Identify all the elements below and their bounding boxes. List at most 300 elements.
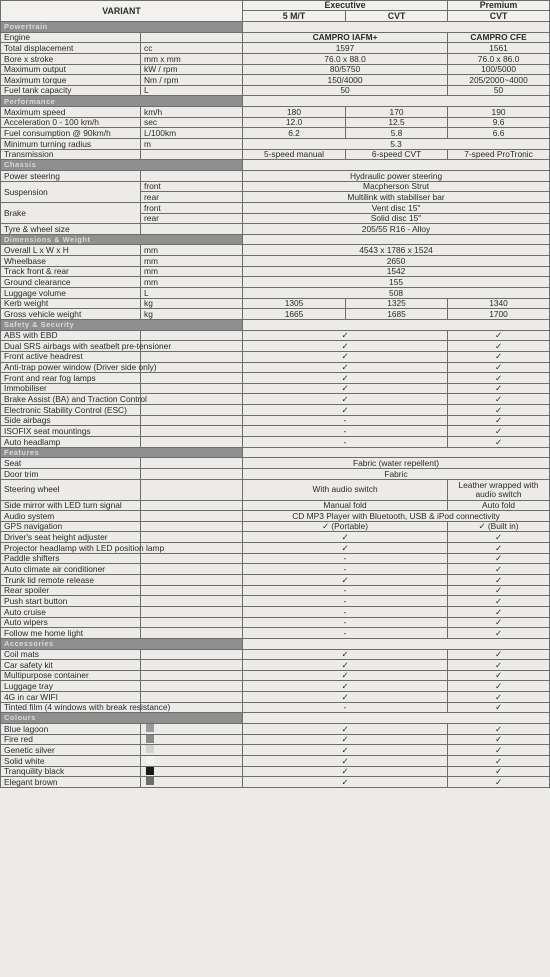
spec-row bbox=[1, 617, 550, 628]
row-unit: L bbox=[141, 288, 243, 299]
spec-row bbox=[1, 564, 550, 575]
value-premium: ✓ bbox=[448, 681, 550, 692]
spec-row bbox=[1, 436, 550, 447]
row-label bbox=[1, 128, 141, 139]
premium-header: Premium bbox=[448, 1, 550, 11]
value-premium: ✓ bbox=[448, 585, 550, 596]
value-premium: 205/2000~4000 bbox=[448, 75, 550, 86]
row-label-text: Front active headrest bbox=[4, 351, 83, 362]
row-unit: kg bbox=[141, 298, 243, 309]
row-label bbox=[1, 75, 141, 86]
row-label-text: Audio system bbox=[4, 510, 55, 521]
value-all-variants: 2650 bbox=[243, 256, 550, 267]
row-label: Brake bbox=[1, 202, 141, 223]
row-unit: km/h bbox=[141, 107, 243, 118]
section-header bbox=[1, 447, 550, 458]
row-label bbox=[1, 351, 141, 362]
row-label bbox=[1, 724, 141, 735]
row-unit: mm bbox=[141, 277, 243, 288]
colour-swatch bbox=[146, 777, 154, 785]
row-unit bbox=[141, 394, 243, 405]
value-premium: ✓ bbox=[448, 330, 550, 341]
row-unit: kg bbox=[141, 309, 243, 320]
spec-row bbox=[1, 596, 550, 607]
row-label-text: Blue lagoon bbox=[4, 723, 49, 734]
value-executive: ✓ bbox=[243, 362, 448, 373]
spec-row bbox=[1, 511, 550, 522]
spec-row bbox=[1, 426, 550, 437]
spec-row bbox=[1, 107, 550, 118]
value-executive-cvt: 1325 bbox=[346, 298, 448, 309]
colour-swatch bbox=[146, 745, 154, 753]
value-premium: ✓ bbox=[448, 532, 550, 543]
row-label-text: Trunk lid remote release bbox=[4, 574, 94, 585]
row-label bbox=[1, 681, 141, 692]
value-premium: ✓ bbox=[448, 564, 550, 575]
row-unit bbox=[141, 351, 243, 362]
spec-row bbox=[1, 53, 550, 64]
row-label-text: Fuel consumption @ 90km/h bbox=[4, 128, 111, 139]
value-premium: ✓ bbox=[448, 649, 550, 660]
spec-row bbox=[1, 766, 550, 777]
row-label bbox=[1, 405, 141, 416]
row-unit bbox=[141, 670, 243, 681]
value-premium: 190 bbox=[448, 107, 550, 118]
value-executive: - bbox=[243, 553, 448, 564]
row-unit bbox=[141, 681, 243, 692]
spec-row bbox=[1, 468, 550, 479]
row-label bbox=[1, 383, 141, 394]
row-sub-label: front bbox=[141, 181, 243, 192]
value-premium: Auto fold bbox=[448, 500, 550, 511]
row-label bbox=[1, 532, 141, 543]
row-unit bbox=[141, 564, 243, 575]
value-all-variants: 1542 bbox=[243, 266, 550, 277]
spec-row bbox=[1, 606, 550, 617]
row-label-text: Luggage tray bbox=[4, 681, 53, 692]
section-title: Chassis bbox=[1, 160, 243, 171]
spec-row bbox=[1, 500, 550, 511]
row-unit: sec bbox=[141, 117, 243, 128]
section-title: Safety & Security bbox=[1, 319, 243, 330]
colour-swatch bbox=[146, 724, 154, 732]
row-unit: m bbox=[141, 139, 243, 150]
row-label bbox=[1, 224, 141, 235]
value-premium: ✓ bbox=[448, 660, 550, 671]
row-unit bbox=[141, 532, 243, 543]
value-premium: ✓ bbox=[448, 415, 550, 426]
value-executive: ✓ bbox=[243, 745, 448, 756]
row-unit bbox=[141, 617, 243, 628]
value-executive: ✓ bbox=[243, 766, 448, 777]
row-unit bbox=[141, 596, 243, 607]
row-label bbox=[1, 245, 141, 256]
spec-row bbox=[1, 139, 550, 150]
value-executive-mt: 6.2 bbox=[243, 128, 346, 139]
row-sub-label: front bbox=[141, 202, 243, 213]
row-label bbox=[1, 117, 141, 128]
row-label-text: Solid white bbox=[4, 755, 45, 766]
row-label-text: Brake Assist (BA) and Traction Control bbox=[4, 394, 147, 405]
row-label-text: Coil mats bbox=[4, 649, 39, 660]
colour-swatch-cell bbox=[141, 734, 243, 745]
row-unit bbox=[141, 660, 243, 671]
row-label-text: Auto cruise bbox=[4, 606, 46, 617]
row-label bbox=[1, 702, 171, 713]
value-premium: ✓ bbox=[448, 777, 550, 788]
spec-row bbox=[1, 351, 550, 362]
value-premium: ✓ bbox=[448, 383, 550, 394]
value-executive: - bbox=[243, 564, 448, 575]
value-premium: 1561 bbox=[448, 43, 550, 54]
row-unit bbox=[141, 606, 243, 617]
spec-row bbox=[1, 649, 550, 660]
row-unit bbox=[141, 500, 243, 511]
spec-row bbox=[1, 32, 550, 43]
section-header bbox=[1, 638, 550, 649]
row-label-text: Rear spoiler bbox=[4, 585, 50, 596]
value-executive: ✓ bbox=[243, 777, 448, 788]
row-label-text: Overall L x W x H bbox=[4, 245, 69, 256]
row-unit bbox=[141, 170, 243, 181]
value-executive: 50 bbox=[243, 85, 448, 96]
row-unit: L/100km bbox=[141, 128, 243, 139]
row-label-text: Projector headlamp with LED position lamp bbox=[4, 542, 165, 553]
row-label-text: Maximum output bbox=[4, 64, 66, 75]
row-label bbox=[1, 766, 141, 777]
spec-row bbox=[1, 575, 550, 586]
row-label bbox=[1, 53, 141, 64]
row-label-text: Driver's seat height adjuster bbox=[4, 532, 108, 543]
spec-row bbox=[1, 202, 550, 213]
header-row-1 bbox=[1, 1, 550, 11]
colour-swatch bbox=[146, 767, 154, 775]
spec-row bbox=[1, 341, 550, 352]
row-label bbox=[1, 139, 141, 150]
row-unit bbox=[141, 521, 243, 532]
value-premium: Leather wrapped with audio switch bbox=[448, 479, 550, 500]
section-spacer bbox=[243, 22, 550, 33]
row-label-text: Maximum speed bbox=[4, 106, 66, 117]
row-label bbox=[1, 43, 141, 54]
spec-row bbox=[1, 309, 550, 320]
row-label bbox=[1, 373, 141, 384]
spec-row bbox=[1, 755, 550, 766]
spec-row bbox=[1, 458, 550, 469]
spec-row bbox=[1, 149, 550, 160]
value-premium: ✓ bbox=[448, 702, 550, 713]
value-executive: 1597 bbox=[243, 43, 448, 54]
row-label bbox=[1, 468, 141, 479]
row-label bbox=[1, 596, 141, 607]
value-executive: ✓ bbox=[243, 405, 448, 416]
section-header bbox=[1, 160, 550, 171]
value-premium: ✓ bbox=[448, 766, 550, 777]
value-executive: ✓ bbox=[243, 724, 448, 735]
row-label bbox=[1, 394, 147, 405]
row-label bbox=[1, 32, 141, 43]
row-label-text: Follow me home light bbox=[4, 627, 84, 638]
row-label bbox=[1, 415, 141, 426]
row-label-text: Immobiliser bbox=[4, 383, 47, 394]
colour-swatch-cell bbox=[141, 745, 243, 756]
spec-row bbox=[1, 479, 550, 500]
row-label-text: Elegant brown bbox=[4, 776, 58, 787]
value-executive: - bbox=[243, 606, 448, 617]
value-all-variants: 155 bbox=[243, 277, 550, 288]
row-label-text: Ground clearance bbox=[4, 276, 71, 287]
row-label-text: Dual SRS airbags with seatbelt pre-tensioner bbox=[4, 340, 172, 351]
spec-row bbox=[1, 521, 550, 532]
spec-row bbox=[1, 394, 550, 405]
row-unit bbox=[141, 511, 243, 522]
value-executive: ✓ bbox=[243, 734, 448, 745]
row-label-text: Auto headlamp bbox=[4, 436, 61, 447]
spec-row bbox=[1, 85, 550, 96]
row-label bbox=[1, 575, 141, 586]
value-executive-mt: 1305 bbox=[243, 298, 346, 309]
value-all-variants: 508 bbox=[243, 288, 550, 299]
spec-row bbox=[1, 670, 550, 681]
row-label bbox=[1, 149, 141, 160]
row-label bbox=[1, 436, 141, 447]
section-header bbox=[1, 713, 550, 724]
section-spacer bbox=[243, 638, 550, 649]
value-premium: ✓ bbox=[448, 575, 550, 586]
row-label bbox=[1, 745, 141, 756]
row-label-text: Door trim bbox=[4, 468, 39, 479]
section-title: Accessories bbox=[1, 638, 243, 649]
value-premium: ✓ bbox=[448, 543, 550, 554]
value-executive: 150/4000 bbox=[243, 75, 448, 86]
colour-swatch-cell bbox=[141, 724, 243, 735]
spec-row bbox=[1, 288, 550, 299]
value-premium: 76.0 x 86.0 bbox=[448, 53, 550, 64]
row-label bbox=[1, 606, 141, 617]
mt-header: 5 M/T bbox=[243, 11, 346, 22]
value-premium: 50 bbox=[448, 85, 550, 96]
row-unit bbox=[141, 458, 243, 469]
value-premium: ✓ bbox=[448, 426, 550, 437]
spec-row bbox=[1, 362, 550, 373]
row-unit bbox=[141, 628, 243, 639]
section-title: Performance bbox=[1, 96, 243, 107]
row-label-text: Side airbags bbox=[4, 415, 51, 426]
row-label-text: Minimum turning radius bbox=[4, 138, 92, 149]
value-executive: ✓ bbox=[243, 649, 448, 660]
spec-row bbox=[1, 117, 550, 128]
row-unit: mm bbox=[141, 256, 243, 267]
value-executive-cvt: 5.8 bbox=[346, 128, 448, 139]
value-premium: 6.6 bbox=[448, 128, 550, 139]
value-premium: ✓ bbox=[448, 373, 550, 384]
spec-row bbox=[1, 256, 550, 267]
value-executive-cvt: 1685 bbox=[346, 309, 448, 320]
row-label-text: Seat bbox=[4, 457, 22, 468]
row-label bbox=[1, 340, 172, 352]
row-unit bbox=[141, 426, 243, 437]
row-label bbox=[1, 309, 141, 320]
row-label-text: Auto wipers bbox=[4, 617, 48, 628]
section-header bbox=[1, 319, 550, 330]
value-executive: ✓ bbox=[243, 341, 448, 352]
row-label bbox=[1, 479, 141, 500]
colour-swatch-cell bbox=[141, 766, 243, 777]
row-label bbox=[1, 288, 141, 299]
spec-row bbox=[1, 543, 550, 554]
value-executive: 76.0 x 88.0 bbox=[243, 53, 448, 64]
premium-cvt-header: CVT bbox=[448, 11, 550, 22]
row-label-text: ABS with EBD bbox=[4, 330, 58, 341]
row-label bbox=[1, 553, 141, 564]
value-executive: - bbox=[243, 628, 448, 639]
spec-row bbox=[1, 692, 550, 703]
row-label-text: 4G in car WIFI bbox=[4, 691, 58, 702]
row-label bbox=[1, 85, 141, 96]
row-label-text: GPS navigation bbox=[4, 521, 63, 532]
value-executive: ✓ bbox=[243, 383, 448, 394]
value-executive: ✓ bbox=[243, 373, 448, 384]
row-label bbox=[1, 511, 141, 522]
value-executive: ✓ bbox=[243, 532, 448, 543]
row-unit bbox=[141, 692, 243, 703]
value-executive: ✓ bbox=[243, 394, 448, 405]
value-executive: ✓ bbox=[243, 351, 448, 362]
spec-row bbox=[1, 75, 550, 86]
value-executive: ✓ bbox=[243, 543, 448, 554]
section-title: Powertrain bbox=[1, 22, 243, 33]
spec-row bbox=[1, 245, 550, 256]
row-label bbox=[1, 670, 141, 681]
section-title: Dimensions & Weight bbox=[1, 234, 243, 245]
value-premium: ✓ bbox=[448, 617, 550, 628]
value-premium: ✓ bbox=[448, 692, 550, 703]
value-premium: ✓ bbox=[448, 628, 550, 639]
section-title: Colours bbox=[1, 713, 243, 724]
value-executive: ✓ bbox=[243, 575, 448, 586]
value-executive-mt: 180 bbox=[243, 107, 346, 118]
spec-row bbox=[1, 373, 550, 384]
row-label-text: Track front & rear bbox=[4, 266, 69, 277]
row-label bbox=[1, 521, 141, 532]
row-label-text: Power steering bbox=[4, 170, 60, 181]
row-label bbox=[1, 277, 141, 288]
section-header bbox=[1, 96, 550, 107]
row-label bbox=[1, 755, 141, 766]
value-all-variants: 5.3 bbox=[243, 139, 550, 150]
value-executive: - bbox=[243, 415, 448, 426]
section-spacer bbox=[243, 234, 550, 245]
value-executive-mt: 1665 bbox=[243, 309, 346, 320]
colour-swatch bbox=[146, 756, 154, 764]
row-label bbox=[1, 64, 141, 75]
value-premium: CAMPRO CFE bbox=[448, 32, 550, 43]
section-spacer bbox=[243, 160, 550, 171]
row-label-text: Auto climate air conditioner bbox=[4, 564, 106, 574]
value-premium: ✓ bbox=[448, 394, 550, 405]
spec-row bbox=[1, 181, 550, 192]
value-premium: 7-speed ProTronic bbox=[448, 149, 550, 160]
value-executive: CAMPRO IAFM+ bbox=[243, 32, 448, 43]
executive-header: Executive bbox=[243, 1, 448, 11]
value-executive-mt: 5-speed manual bbox=[243, 149, 346, 160]
row-label-text: Luggage volume bbox=[4, 287, 66, 298]
row-label bbox=[1, 734, 141, 745]
value-premium: ✓ bbox=[448, 405, 550, 416]
spec-row bbox=[1, 702, 550, 713]
row-label-text: Tyre & wheel size bbox=[4, 223, 70, 234]
row-unit bbox=[141, 553, 243, 564]
row-label bbox=[1, 426, 141, 437]
value-executive: ✓ bbox=[243, 681, 448, 692]
spec-row bbox=[1, 532, 550, 543]
value-executive: - bbox=[243, 617, 448, 628]
value-executive: ✓ bbox=[243, 755, 448, 766]
spec-row bbox=[1, 298, 550, 309]
value-premium: 100/5000 bbox=[448, 64, 550, 75]
value-all-variants: Vent disc 15" bbox=[243, 202, 550, 213]
row-unit bbox=[141, 436, 243, 447]
value-executive: Manual fold bbox=[243, 500, 448, 511]
row-label-text: Fuel tank capacity bbox=[4, 85, 72, 96]
section-title: Features bbox=[1, 447, 243, 458]
value-premium: ✓ bbox=[448, 341, 550, 352]
value-executive-cvt: 12.5 bbox=[346, 117, 448, 128]
spec-row bbox=[1, 553, 550, 564]
colour-swatch-cell bbox=[141, 777, 243, 788]
row-label bbox=[1, 660, 141, 671]
spec-row bbox=[1, 277, 550, 288]
row-label-text: Wheelbase bbox=[4, 255, 46, 266]
row-label-text: Tranquility black bbox=[4, 766, 65, 777]
value-all-variants: Macpherson Strut bbox=[243, 181, 550, 192]
value-all-variants: Fabric (water repellent) bbox=[243, 458, 550, 469]
value-premium: ✓ bbox=[448, 745, 550, 756]
row-label-text: Car safety kit bbox=[4, 659, 53, 670]
row-label-text: Push start button bbox=[4, 595, 68, 606]
spec-row bbox=[1, 170, 550, 181]
row-label bbox=[1, 256, 141, 267]
row-label-text: Side mirror with LED turn signal bbox=[4, 500, 122, 511]
value-premium: ✓ bbox=[448, 734, 550, 745]
row-unit bbox=[141, 224, 243, 235]
row-label bbox=[1, 500, 141, 511]
spec-row bbox=[1, 585, 550, 596]
value-premium: ✓ bbox=[448, 606, 550, 617]
value-executive: ✓ bbox=[243, 670, 448, 681]
spec-row bbox=[1, 734, 550, 745]
spec-row bbox=[1, 224, 550, 235]
row-unit: mm bbox=[141, 245, 243, 256]
row-label-text: Acceleration 0 - 100 km/h bbox=[4, 117, 99, 128]
spec-row bbox=[1, 128, 550, 139]
row-unit bbox=[141, 149, 243, 160]
section-spacer bbox=[243, 96, 550, 107]
value-all-variants: 4543 x 1786 x 1524 bbox=[243, 245, 550, 256]
colour-swatch-cell bbox=[141, 755, 243, 766]
value-executive: ✓ (Portable) bbox=[243, 521, 448, 532]
spec-row bbox=[1, 330, 550, 341]
value-executive: - bbox=[243, 585, 448, 596]
value-premium: ✓ bbox=[448, 724, 550, 735]
row-label-text: Fire red bbox=[4, 734, 33, 745]
value-all-variants: Hydraulic power steering bbox=[243, 170, 550, 181]
row-label bbox=[1, 542, 165, 554]
row-label-text: Total displacement bbox=[4, 42, 74, 53]
value-executive: With audio switch bbox=[243, 479, 448, 500]
section-spacer bbox=[243, 713, 550, 724]
value-all-variants: CD MP3 Player with Bluetooth, USB & iPod connectivity bbox=[243, 511, 550, 522]
